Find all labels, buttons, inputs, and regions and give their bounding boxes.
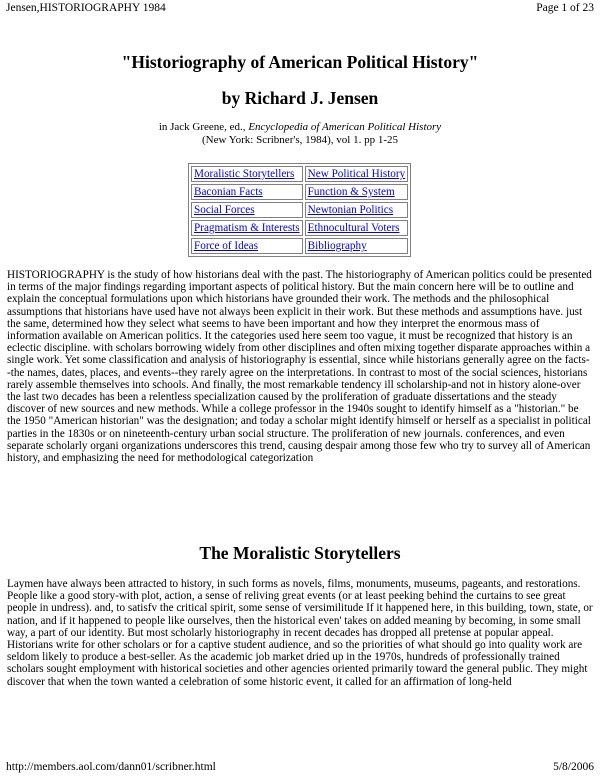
header-doc-title: Jensen,HISTORIOGRAPHY 1984 xyxy=(6,2,166,14)
toc-link-function-system[interactable]: Function & System xyxy=(307,186,395,198)
toc-link-force-of-ideas[interactable]: Force of Ideas xyxy=(194,240,258,252)
toc-link-bibliography[interactable]: Bibliography xyxy=(307,240,367,252)
toc-link-social-forces[interactable]: Social Forces xyxy=(194,204,255,216)
toc-cell xyxy=(191,166,303,182)
toc-row xyxy=(191,202,408,218)
toc-cell xyxy=(191,184,303,200)
section-paragraph: Laymen have always been attracted to history, in such forms as novels, films, monuments, museums, pageants, and restorations. People like a good story-with plot, action, a sense of reliving great events (or at least peeking behind the curtains to see great people in undress). and, to satisfv the critical spirit, some sense of versimilitude If it happened here, in this building, town, state, or nation, and if it happened to people like ourselves, then the historical even' takes on added meaning by becoming, in some small way, a part of our identity. But most scholarly historiography in recent decades has dropped all pretense at popular appeal. Historians write for other scholars or for a captive student audience, and so the priorities of what should go into quality work are seldom likely to produce a best-seller. As the academic job market dried up in the 1970s, hundreds of professionally trained scholars sought employment with historical societies and other agencies oriented primarily toward the general public. They might discover that when the town wanted a celebration of some historic event, it called for an affirmation of long-held xyxy=(7,578,593,688)
citation-book: Encyclopedia of American Political History xyxy=(248,121,442,133)
toc-row xyxy=(191,220,408,236)
article-author: by Richard J. Jensen xyxy=(221,88,379,108)
toc-cell xyxy=(305,220,409,236)
toc-link-new-political-history[interactable]: New Political History xyxy=(307,168,406,180)
section-heading: The Moralistic Storytellers xyxy=(199,543,401,563)
toc-cell xyxy=(305,202,409,218)
toc-row xyxy=(191,238,408,254)
citation-publisher: (New York: Scribner's, 1984), vol 1. pp 1-25 xyxy=(202,134,398,146)
toc-cell xyxy=(305,166,409,182)
footer-date: 5/8/2006 xyxy=(553,761,594,773)
toc-cell xyxy=(191,220,303,236)
toc-cell xyxy=(191,202,303,218)
toc-row xyxy=(191,184,408,200)
citation xyxy=(0,121,600,147)
toc-cell xyxy=(305,184,409,200)
toc-link-moralistic-storytellers[interactable]: Moralistic Storytellers xyxy=(194,168,295,180)
page-footer xyxy=(6,761,594,775)
footer-url: http://members.aol.com/dann01/scribner.html xyxy=(6,761,216,773)
intro-paragraph: HISTORIOGRAPHY is the study of how historians deal with the past. The historiography of American politics could be presented in terms of the major findings regarding important aspects of political history. But the main concern here will be to outline and explain the conceptual formulations upon which historians have grounded their work. The methods and the philosophical assumptions that historians have used have not always been explicit in their work. But these methods and assumptions have. just the same, determined how they select what seems to have been important and how they interpret the enormous mass of information available on American politics. It the categories used here seem too vague, it must be recognized that history is an eclectic discipline. with scholars borrowing widely from other disciplines and often mixing together disparate approaches within a single work. Yet some classification and analysis of historiography is essential, since while historians generally agree on the facts--the names, dates, places, and events--they rarely agree on the interpretations. In contrast to most of the social sciences, historians rarely assemble themselves into schools. And finally, the most remarkable tendency ill scholarship-and not in history alone-over the last two decades has been a relentless specialization caused by the proliferation of graduate dissertations and the steady discover of new sources and new methods. While a college professor in the 1940s sought to identify himself as a "historian." be the 1950 "American historian" was the designation; and today a scholar might identify himself or herself as a specialist in political parties in the 1830s or on nineteenth-century urban social structure. The proliferation of new journals. conferences, and even separate scholarly organi organizations underscores this trend, causing despair among those few who try to survey all of American history, and emphasizing the need for methodological categorization xyxy=(7,269,592,465)
toc-row xyxy=(191,166,408,182)
table-of-contents xyxy=(188,163,411,257)
citation-prefix: in Jack Greene, ed., xyxy=(158,121,249,133)
toc-cell xyxy=(191,238,303,254)
toc-link-baconian-facts[interactable]: Baconian Facts xyxy=(194,186,263,198)
header-page-number: Page 1 of 23 xyxy=(536,2,594,14)
toc-cell xyxy=(305,238,409,254)
toc-link-pragmatism-interests[interactable]: Pragmatism & Interests xyxy=(194,222,300,234)
toc-link-newtonian-politics[interactable]: Newtonian Politics xyxy=(307,204,394,216)
page-header xyxy=(6,2,594,18)
article-title: "Historiography of American Political History" xyxy=(121,52,479,72)
toc-link-ethnocultural-voters[interactable]: Ethnocultural Voters xyxy=(307,222,400,234)
